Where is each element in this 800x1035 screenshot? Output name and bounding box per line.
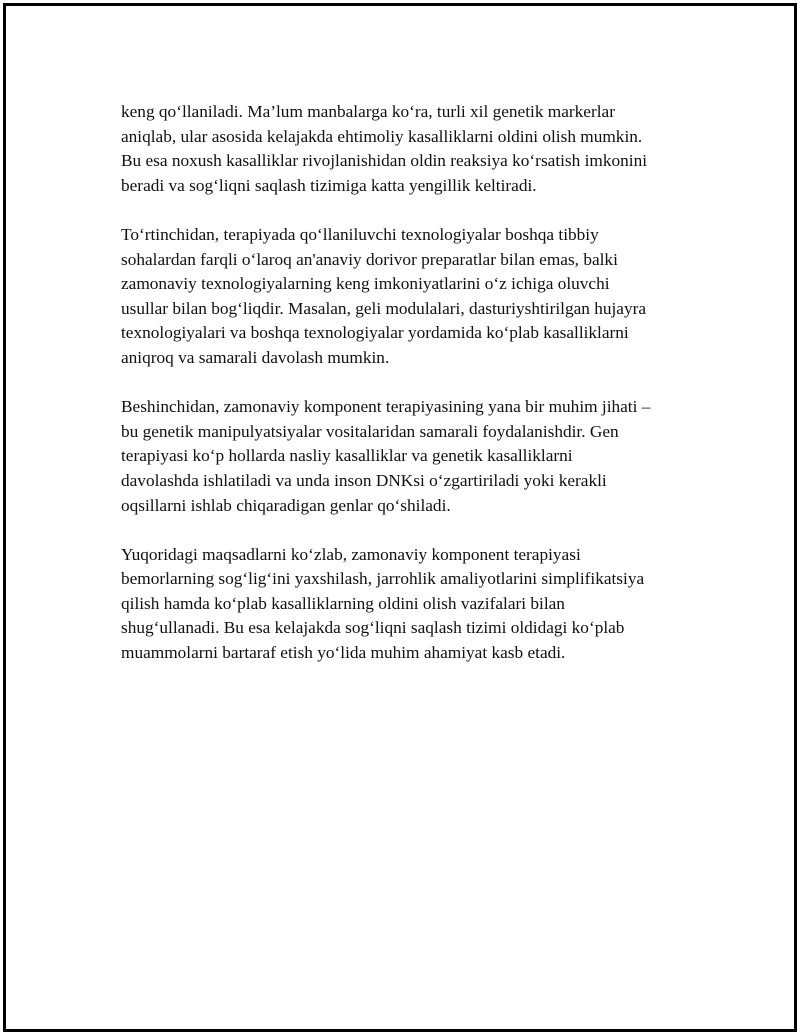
text-line: Beshinchidan, zamonaviy komponent terapiyasining yana bir muhim jihati –: [121, 397, 651, 417]
text-line: zamonaviy texnologiyalarning keng imkoniyatlarini o‘z ichiga oluvchi: [121, 274, 610, 294]
paragraph-3: [121, 395, 701, 518]
text-line: shug‘ullanadi. Bu esa kelajakda sog‘liqni saqlash tizimi oldidagi ko‘plab: [121, 618, 625, 638]
text-line: oqsillarni ishlab chiqaradigan genlar qo‘shiladi.: [121, 495, 451, 515]
text-line: keng qo‘llaniladi. Ma’lum manbalarga ko‘ra, turli xil genetik markerlar: [121, 102, 615, 121]
text-line: sohalardan farqli o‘laroq an'anaviy dorivor preparatlar bilan emas, balki: [121, 249, 618, 269]
document-body: [121, 100, 701, 690]
text-line: Yuqoridagi maqsadlarni ko‘zlab, zamonaviy komponent terapiyasi: [121, 544, 581, 564]
text-line: usullar bilan bog‘liqdir. Masalan, geli modulalari, dasturiyshtirilgan hujayra: [121, 298, 647, 318]
text-line: qilish hamda ko‘plab kasalliklarning oldini olish vazifalari bilan: [121, 593, 565, 613]
paragraph-2: [121, 223, 701, 371]
page-frame: [3, 3, 797, 1032]
text-line: bu genetik manipulyatsiyalar vositalaridan samarali foydalanishdir. Gen: [121, 421, 619, 441]
text-line: Bu esa noxush kasalliklar rivojlanishidan oldin reaksiya ko‘rsatish imkonini: [121, 151, 648, 171]
paragraph-1: [121, 100, 701, 198]
text-line: davolashda ishlatiladi va unda inson DNKsi o‘zgartiriladi yoki kerakli: [121, 470, 607, 490]
text-line: terapiyasi ko‘p hollarda nasliy kasalliklar va genetik kasalliklarni: [121, 446, 573, 466]
text-line: aniqlab, ular asosida kelajakda ehtimoliy kasalliklarni oldini olish mumkin.: [121, 126, 643, 146]
text-line: muammolarni bartaraf etish yo‘lida muhim ahamiyat kasb etadi.: [121, 643, 566, 663]
text-line: To‘rtinchidan, terapiyada qo‘llaniluvchi texnologiyalar boshqa tibbiy: [121, 224, 599, 244]
text-line: aniqroq va samarali davolash mumkin.: [121, 347, 390, 367]
paragraph-4: [121, 543, 701, 666]
text-line: bemorlarning sog‘lig‘ini yaxshilash, jarrohlik amaliyotlarini simplifikatsiya: [121, 569, 645, 589]
text-line: beradi va sog‘liqni saqlash tizimiga katta yengillik keltiradi.: [121, 175, 537, 195]
text-line: texnologiyalari va boshqa texnologiyalar yordamida ko‘plab kasalliklarni: [121, 323, 629, 343]
